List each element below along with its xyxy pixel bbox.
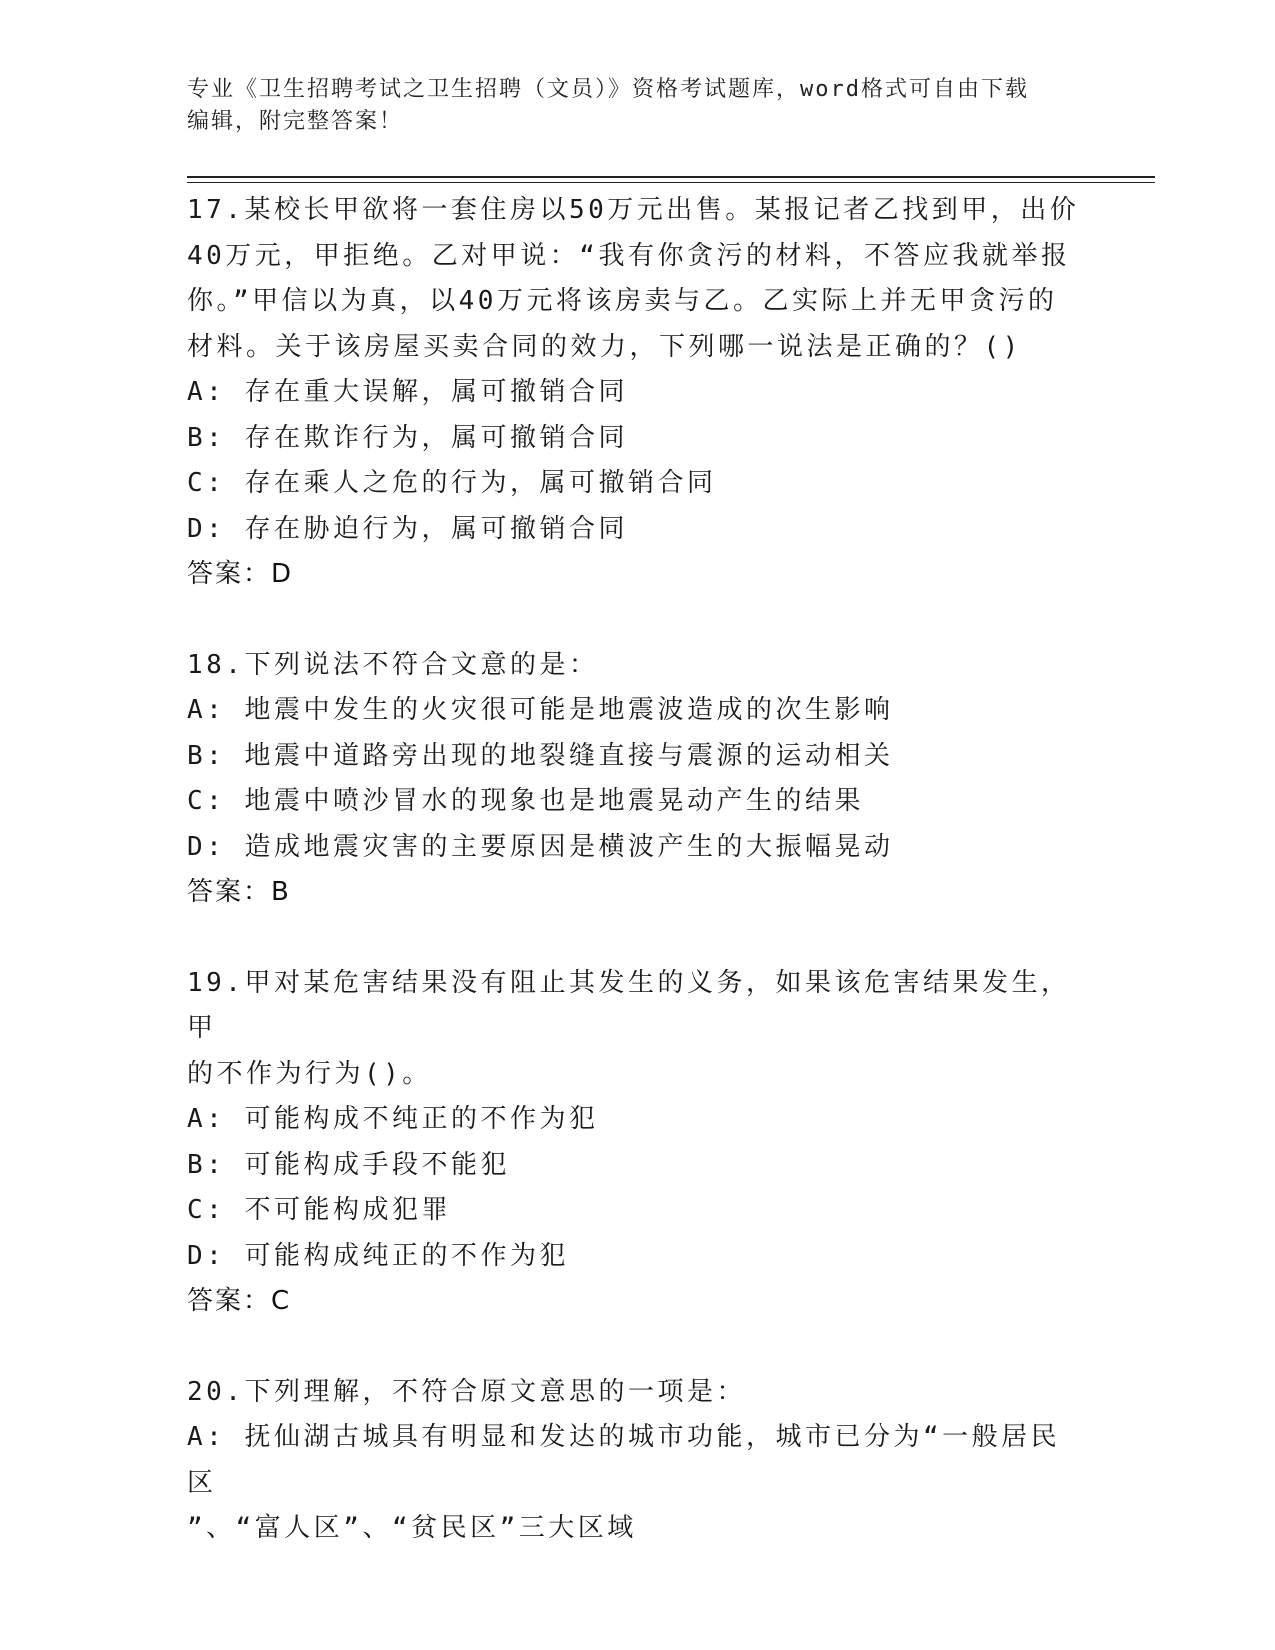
question-text-line: 17.某校长甲欲将一套住房以50万元出售。某报记者乙找到甲，出价 [187,195,1080,225]
option-b: B: 可能构成手段不能犯 [187,1149,510,1180]
question-18 [187,643,1087,916]
header-line-2: 编辑，附完整答案！ [187,109,404,134]
option-a-continued: ”、“富人区”、“贫民区”三大区域 [187,1513,637,1543]
header-divider-thick [187,176,1155,178]
option-c: C: 存在乘人之危的行为，属可撤销合同 [187,468,717,498]
option-a: A: 地震中发生的火灾很可能是地震波造成的次生影响 [187,695,894,725]
answer-line: 答案：D [187,559,294,589]
question-text-line: 你。”甲信以为真，以40万元将该房卖与乙。乙实际上并无甲贪污的 [187,286,1058,316]
option-d: D: 存在胁迫行为，属可撤销合同 [187,513,628,544]
option-a: A: 抚仙湖古城具有明显和发达的城市功能，城市已分为“一般居民区 [187,1422,1061,1498]
answer-line: 答案：B [187,877,291,907]
question-text-line: 19.甲对某危害结果没有阻止其发生的义务，如果该危害结果发生，甲 [187,967,1071,1043]
option-a: A: 存在重大误解，属可撤销合同 [187,377,628,407]
answer-line: 答案：C [187,1286,292,1316]
option-b: B: 存在欺诈行为，属可撤销合同 [187,422,628,453]
option-a: A: 可能构成不纯正的不作为犯 [187,1104,599,1134]
question-text-line: 20.下列理解，不符合原文意思的一项是： [187,1376,746,1407]
question-20 [187,1370,1087,1552]
option-d: D: 可能构成纯正的不作为犯 [187,1240,569,1271]
question-text-line: 40万元，甲拒绝。乙对甲说：“我有你贪污的材料，不答应我就举报 [187,240,1071,271]
option-c: C: 地震中喷沙冒水的现象也是地震晃动产生的结果 [187,786,864,816]
question-17 [187,188,1087,598]
header-divider-thin [187,182,1155,183]
question-list [187,188,1087,1597]
option-b: B: 地震中道路旁出现的地裂缝直接与震源的运动相关 [187,740,894,771]
question-text-line: 材料。关于该房屋买卖合同的效力，下列哪一说法是正确的？() [187,331,1022,362]
option-c: C: 不可能构成犯罪 [187,1195,451,1225]
document-header [187,74,1067,138]
question-text-line: 18.下列说法不符合文意的是： [187,649,599,680]
question-19 [187,961,1087,1325]
option-d: D: 造成地震灾害的主要原因是横波产生的大振幅晃动 [187,831,894,862]
question-text-line: 的不作为行为()。 [187,1058,432,1089]
header-line-1: 专业《卫生招聘考试之卫生招聘（文员）》资格考试题库，word格式可自由下载 [187,77,1029,102]
